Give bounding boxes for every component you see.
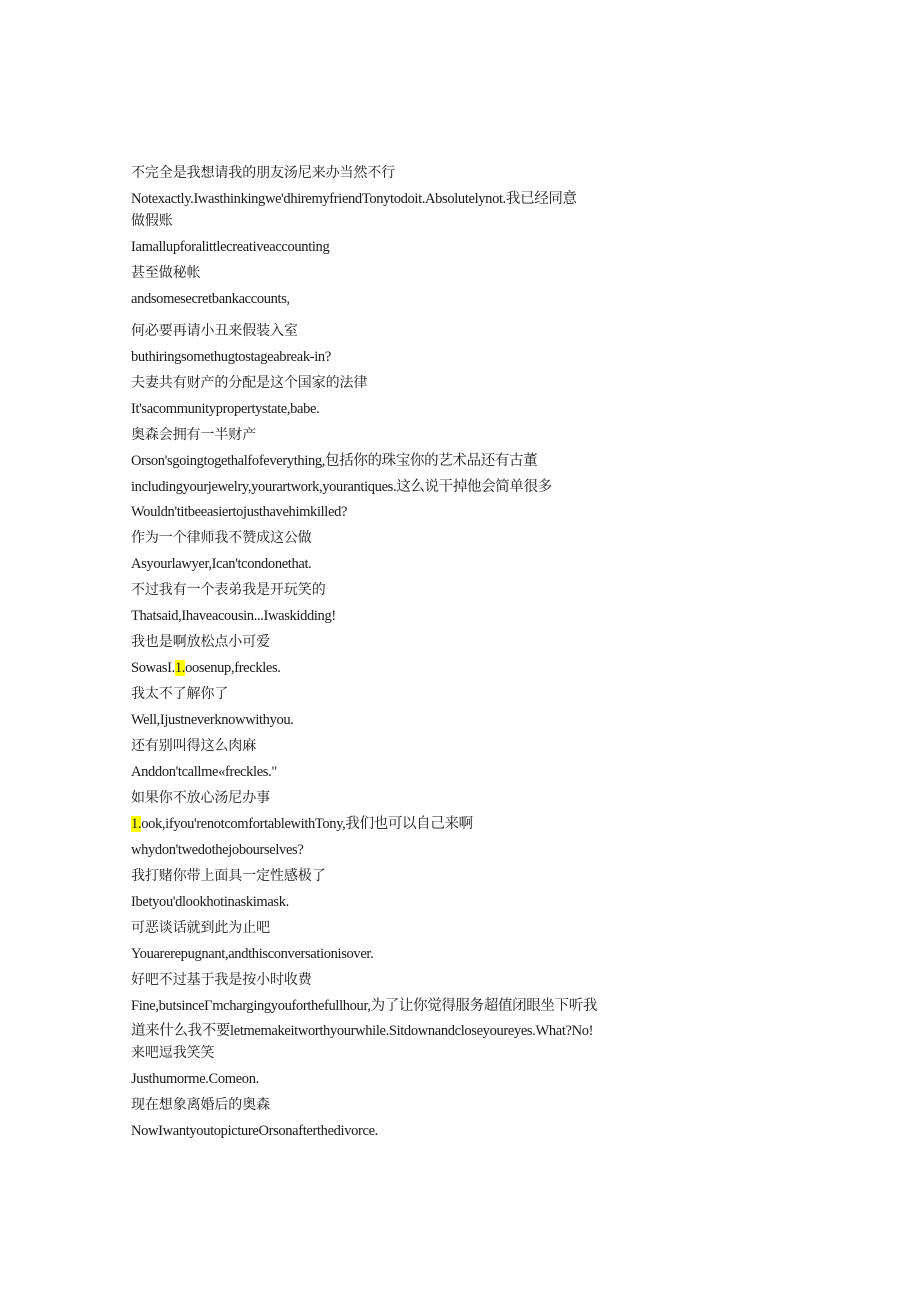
text-line: buthiringsomethugtostageabreak-in? — [131, 349, 331, 365]
text-line: 我打赌你带上面具一定性感极了 — [131, 868, 326, 884]
text-line: 可恶谈话就到此为止吧 — [131, 920, 270, 936]
text-line: includingyourjewelry,yourartwork,yourantiques.这么说干掉他会简单很多 — [131, 479, 552, 495]
text-line: 作为一个律师我不赞成这公做 — [131, 530, 312, 546]
transcript-body — [131, 163, 691, 1147]
line-text: SowasI. — [131, 660, 175, 676]
text-line: 不过我有一个表弟我是开玩笑的 — [131, 582, 326, 598]
text-line: Ibetyou'dlookhotinaskimask. — [131, 894, 289, 910]
text-line: Thatsaid,Ihaveacousin...Iwaskidding! — [131, 608, 336, 624]
text-line: 何必要再请小丑来假装入室 — [131, 323, 298, 339]
text-line: 奥森会拥有一半财产 — [131, 427, 257, 443]
text-line: Asyourlawyer,Ican'tcondonethat. — [131, 556, 312, 572]
text-line: NowIwantyoutopictureOrsonafterthedivorce. — [131, 1123, 378, 1139]
text-line: Notexactly.Iwasthinkingwe'dhiremyfriendTonytodoit.Absolutelynot.我已经同意 — [131, 191, 577, 207]
text-line — [131, 658, 691, 684]
highlighted-text: 1. — [131, 816, 142, 832]
text-line: 夫妻共有财产的分配是这个国家的法律 — [131, 375, 368, 391]
text-line: 还有别叫得这么肉麻 — [131, 738, 257, 754]
text-line: Orson'sgoingtogethalfofeverything,包括你的珠宝你的艺术品还有古董 — [131, 453, 538, 469]
text-line: Well,Ijustneverknowwithyou. — [131, 712, 294, 728]
text-line: 如果你不放心汤尼办事 — [131, 790, 270, 806]
text-line: 我也是啊放松点小可爱 — [131, 634, 270, 650]
text-line: 现在想象离婚后的奥森 — [131, 1097, 270, 1113]
text-line: It'sacommunitypropertystate,babe. — [131, 401, 320, 417]
text-line: Youarerepugnant,andthisconversationisover. — [131, 946, 374, 962]
text-line: andsomesecretbankaccounts, — [131, 291, 290, 307]
highlighted-text: 1. — [174, 660, 186, 676]
text-line: whydon'twedothejobourselves? — [131, 842, 304, 858]
text-line: Fine,butsinceΓmchargingyouforthefullhour,为了让你觉得服务超值闭眼坐下听我 — [131, 998, 598, 1014]
text-line: 好吧不过基于我是按小时收费 — [131, 972, 312, 988]
text-line: Iamallupforalittlecreativeaccounting — [131, 239, 330, 255]
line-text: ook,ifyou'renotcomfortablewithTony,我们也可以自己来啊 — [141, 816, 473, 832]
text-line: 不完全是我想请我的朋友汤尼来办当然不行 — [131, 165, 396, 181]
text-line: 甚至做秘帐 — [131, 265, 201, 281]
text-line: Wouldn'titbeeasiertojusthavehimkilled? — [131, 504, 348, 520]
line-text: oosenup,freckles. — [185, 660, 281, 676]
text-line: Justhumorme.Comeon. — [131, 1071, 259, 1087]
text-line: 道来什么我不要letmemakeitworthyourwhile.Sitdownandcloseyoureyes.What?No! — [131, 1023, 594, 1039]
text-line — [131, 814, 691, 840]
text-line: 做假账 — [131, 213, 173, 229]
text-line: 我太不了解你了 — [131, 686, 229, 702]
text-line: Anddon'tcallme«freckles." — [131, 764, 277, 780]
text-line: 来吧逗我笑笑 — [131, 1045, 215, 1061]
